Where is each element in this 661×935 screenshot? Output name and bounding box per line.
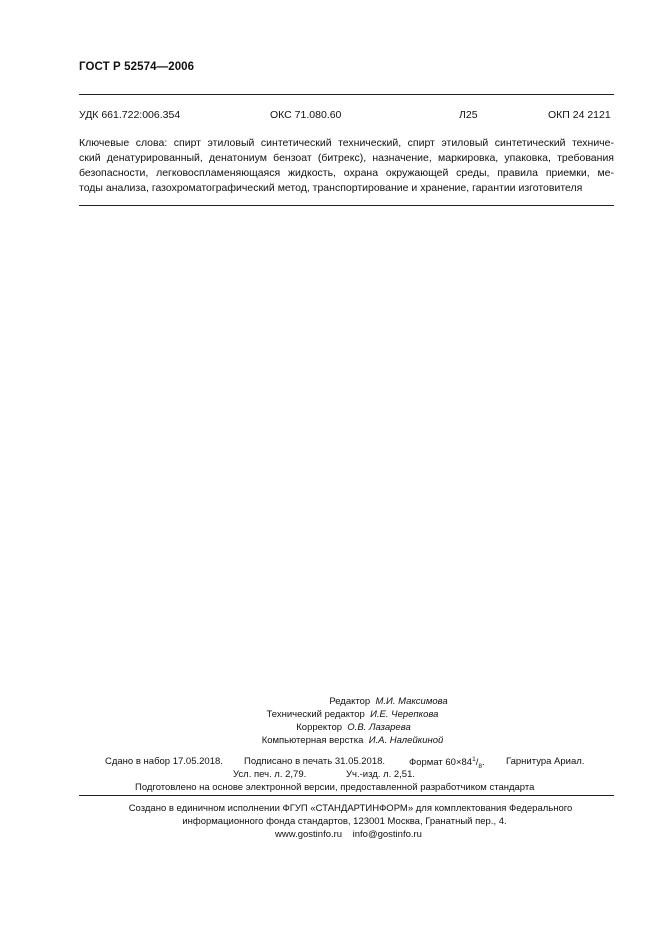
- okp-code: ОКП 24 2121: [548, 109, 611, 121]
- keywords-line: ский денатурированный, денатониум бензоат (битрекс), назначение, маркировка, упаковка, требования: [79, 152, 614, 164]
- print-sheets: Усл. печ. л. 2,79.: [233, 769, 307, 780]
- layout-label: Компьютерная верстка: [261, 735, 364, 746]
- classification-code: Л25: [459, 109, 478, 121]
- header-divider: [79, 94, 614, 95]
- typeset-date: Сдано в набор 17.05.2018.: [105, 756, 223, 767]
- keywords-block: [79, 136, 614, 196]
- oks-code: ОКС 71.080.60: [270, 109, 342, 121]
- keywords-line: тоды анализа, газохроматографический метод, транспортирование и хранение, гарантии изготовителя: [79, 182, 583, 194]
- corrector-credit: [23, 722, 661, 733]
- document-code: ГОСТ Р 52574—2006: [79, 61, 195, 73]
- keywords-line: безопасности, легковоспламеняющаяся жидкость, охрана окружающей среды, правила приемки, ме-: [79, 167, 614, 179]
- signed-date: Подписано в печать 31.05.2018.: [244, 756, 386, 767]
- layout-credit: [22, 735, 661, 746]
- editor-label: Редактор: [329, 696, 371, 707]
- email-link[interactable]: info@gostinfo.ru: [352, 829, 422, 840]
- footer-contacts: [18, 829, 661, 840]
- layout-name: И.А. Налейкиной: [368, 735, 444, 746]
- corrector-name: О.В. Лазарева: [347, 722, 411, 733]
- website-link[interactable]: www.gostinfo.ru: [275, 829, 343, 840]
- udk-code: УДК 661.722:006.354: [79, 109, 181, 121]
- prepared-note: Подготовлено на основе электронной версии, предоставленной разработчиком стандарта: [135, 782, 535, 793]
- tech-editor-credit: [22, 709, 661, 720]
- keywords-divider: [79, 205, 614, 206]
- tech-editor-name: И.Е. Черепкова: [370, 709, 439, 720]
- format-info: Формат $60\times 84^1/_8$.: [409, 756, 485, 771]
- editor-name: М.И. Максимова: [375, 696, 448, 707]
- font-info: Гарнитура Ариал.: [506, 756, 585, 767]
- footer-divider: [79, 795, 614, 796]
- tech-editor-label: Технический редактор: [266, 709, 365, 720]
- corrector-label: Корректор: [296, 722, 343, 733]
- editor-credit: [58, 696, 661, 707]
- footer-line2: информационного фонда стандартов, 123001 Москва, Гранатный пер., 4.: [182, 816, 507, 827]
- pub-sheets: Уч.-изд. л. 2,51.: [346, 769, 416, 780]
- keywords-line: Ключевые слова: спирт этиловый синтетический технический, спирт этиловый синтетический техниче-: [79, 137, 614, 149]
- footer-line1: Создано в единичном исполнении ФГУП «СТАНДАРТИНФОРМ» для комплектования Федерального: [128, 803, 573, 814]
